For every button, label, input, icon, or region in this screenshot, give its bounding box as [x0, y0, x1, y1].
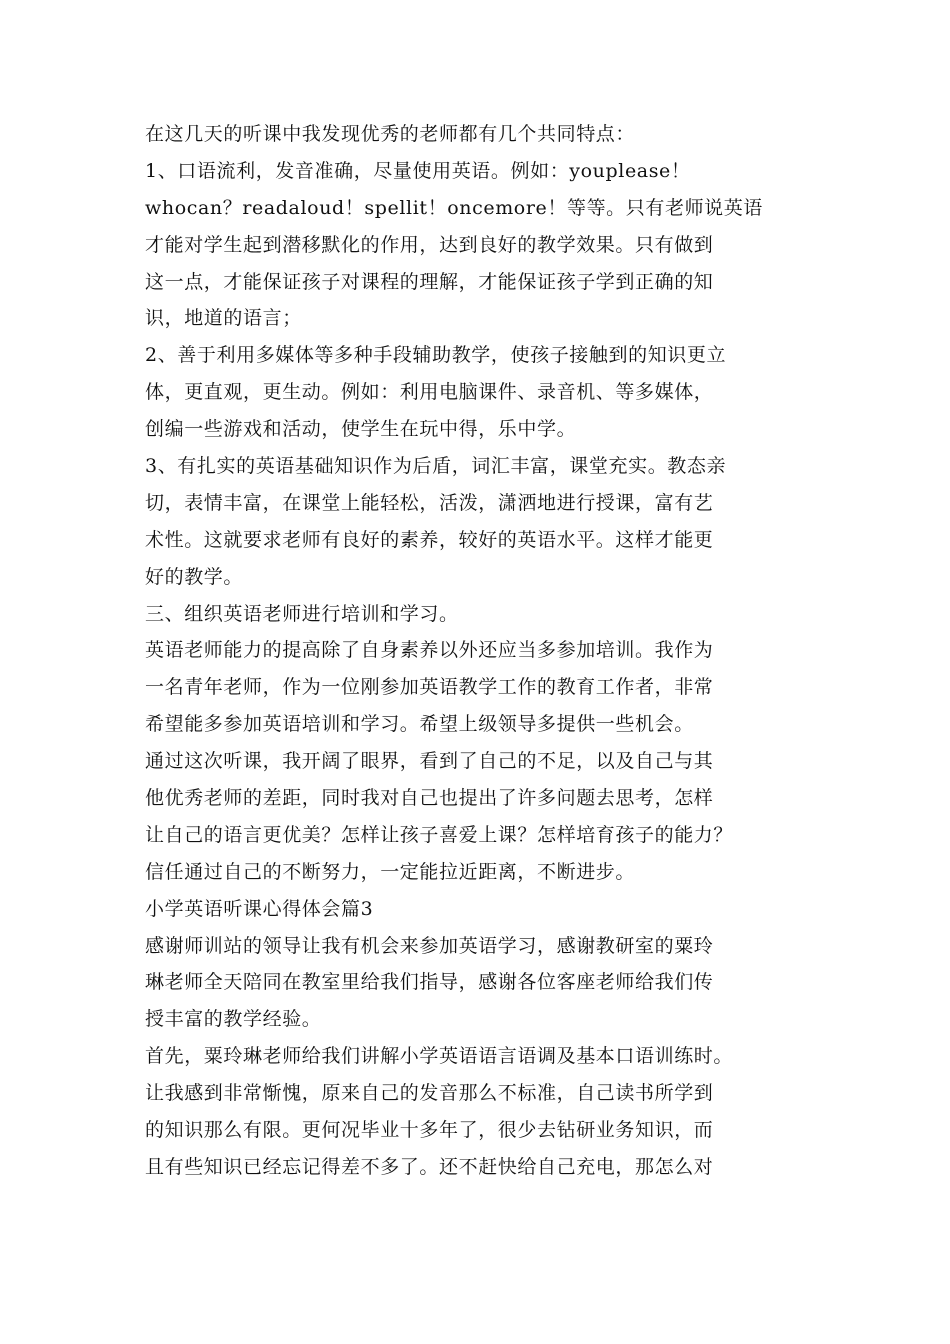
text-line: 希望能多参加英语培训和学习。希望上级领导多提供一些机会。	[145, 713, 694, 736]
text-line: 这一点，才能保证孩子对课程的理解，才能保证孩子学到正确的知	[145, 270, 714, 293]
text-line: 且有些知识已经忘记得差不多了。还不赶快给自己充电，那怎么对	[145, 1155, 714, 1178]
text-line: 好的教学。	[145, 565, 244, 588]
text-line: 信任通过自己的不断努力，一定能拉近距离，不断进步。	[145, 860, 636, 883]
text-line: 3、有扎实的英语基础知识作为后盾，词汇丰富，课堂充实。教态亲	[145, 455, 727, 478]
text-line: 通过这次听课，我开阔了眼界，看到了自己的不足，以及自己与其	[145, 750, 714, 773]
text-line: 感谢师训站的领导让我有机会来参加英语学习，感谢教研室的粟玲	[145, 934, 714, 957]
text-line: 的知识那么有限。更何况毕业十多年了，很少去钻研业务知识，而	[145, 1119, 714, 1142]
text-line: whocan？readaloud！spellit！oncemore！等等。只有老师说英语	[145, 196, 763, 219]
text-line: 琳老师全天陪同在教室里给我们指导，感谢各位客座老师给我们传	[145, 971, 714, 994]
section-heading: 三、组织英语老师进行培训和学习。	[145, 602, 459, 625]
text-line: 才能对学生起到潜移默化的作用，达到良好的教学效果。只有做到	[145, 233, 714, 256]
document-body	[145, 116, 810, 1186]
text-line: 2、善于利用多媒体等多种手段辅助教学，使孩子接触到的知识更立	[145, 344, 727, 367]
text-line: 一名青年老师，作为一位刚参加英语教学工作的教育工作者，非常	[145, 676, 714, 699]
text-line: 体，更直观，更生动。例如：利用电脑课件、录音机、等多媒体，	[145, 381, 714, 404]
text-line: 让自己的语言更优美？怎样让孩子喜爱上课？怎样培育孩子的能力？	[145, 823, 734, 846]
text-line: 在这几天的听课中我发现优秀的老师都有几个共同特点：	[145, 123, 636, 145]
text-line: 他优秀老师的差距，同时我对自己也提出了许多问题去思考，怎样	[145, 787, 714, 810]
text-line: 1、口语流利，发音准确，尽量使用英语。例如：youplease！	[145, 159, 691, 182]
text-line: 授丰富的教学经验。	[145, 1008, 322, 1031]
text-line: 首先，粟玲琳老师给我们讲解小学英语语言语调及基本口语训练时。	[145, 1045, 734, 1068]
text-line: 创编一些游戏和活动，使学生在玩中得，乐中学。	[145, 418, 577, 441]
text-line: 切，表情丰富，在课堂上能轻松，活泼，潇洒地进行授课，富有艺	[145, 491, 714, 514]
text-line: 英语老师能力的提高除了自身素养以外还应当多参加培训。我作为	[145, 639, 714, 662]
article-title: 小学英语听课心得体会篇3	[145, 897, 374, 920]
text-line: 术性。这就要求老师有良好的素养，较好的英语水平。这样才能更	[145, 528, 714, 551]
text-line: 让我感到非常惭愧，原来自己的发音那么不标准，自己读书所学到	[145, 1082, 714, 1105]
text-line: 识，地道的语言；	[145, 307, 302, 330]
